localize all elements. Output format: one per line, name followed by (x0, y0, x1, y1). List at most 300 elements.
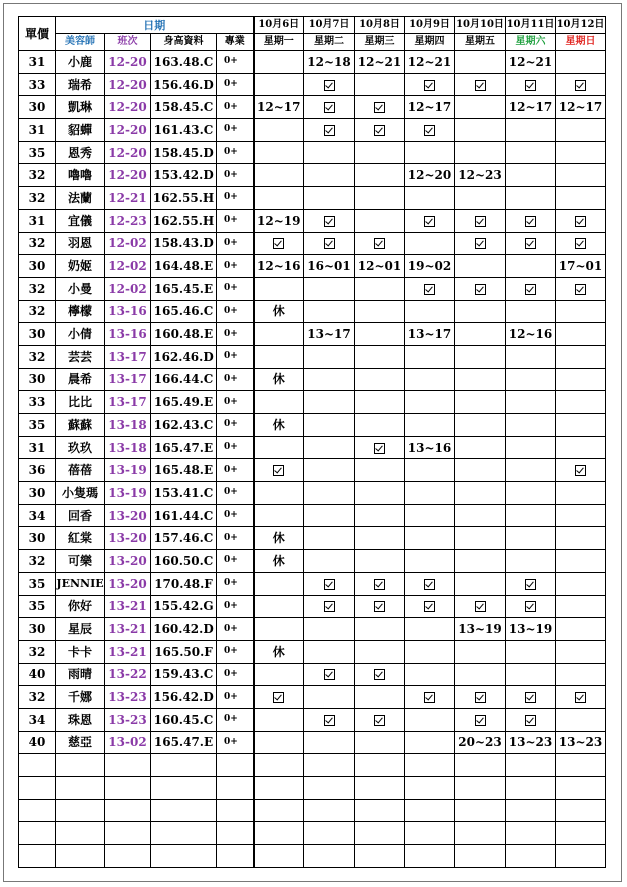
table-row (19, 187, 606, 210)
table-row (19, 300, 606, 323)
checkbox-checked-icon (525, 216, 536, 227)
profile-cell: 160.42.D (151, 618, 217, 641)
price-cell: 32 (19, 300, 56, 323)
checkbox-checked-icon (424, 80, 435, 91)
day-cell-checked (355, 595, 405, 618)
day-cell (556, 323, 606, 346)
empty-cell (506, 777, 556, 800)
blank-row (19, 822, 606, 845)
day-cell (506, 414, 556, 437)
day-cell (355, 300, 405, 323)
day-cell (556, 391, 606, 414)
checkbox-checked-icon (324, 601, 335, 612)
major-cell: 0+ (217, 187, 254, 210)
day-cell (455, 391, 506, 414)
day-cell: 12~17 (556, 96, 606, 119)
empty-cell (556, 777, 606, 800)
day-cell (455, 255, 506, 278)
day-cell (556, 119, 606, 142)
major-cell: 0+ (217, 618, 254, 641)
price-cell: 32 (19, 345, 56, 368)
day-cell: 12~19 (254, 209, 304, 232)
profile-cell: 164.48.E (151, 255, 217, 278)
day-cell-checked (556, 686, 606, 709)
empty-cell (405, 777, 455, 800)
date-header: 10月12日 (556, 17, 606, 34)
day-cell (455, 345, 506, 368)
blank-row (19, 754, 606, 777)
empty-cell (19, 845, 56, 868)
day-cell: 20~23 (455, 731, 506, 754)
day-cell (556, 527, 606, 550)
day-cell (405, 345, 455, 368)
day-cell (355, 187, 405, 210)
major-cell: 0+ (217, 414, 254, 437)
day-cell (254, 572, 304, 595)
profile-cell: 160.48.E (151, 323, 217, 346)
price-cell: 30 (19, 482, 56, 505)
day-cell-checked (556, 232, 606, 255)
day-cell (506, 164, 556, 187)
day-cell-checked (556, 277, 606, 300)
weekday-header: 星期五 (455, 34, 506, 51)
empty-cell (506, 822, 556, 845)
major-cell: 0+ (217, 482, 254, 505)
day-cell (304, 527, 355, 550)
day-cell (304, 436, 355, 459)
checkbox-checked-icon (475, 238, 486, 249)
day-cell (355, 368, 405, 391)
name-cell: 恩秀 (56, 141, 105, 164)
empty-cell (506, 845, 556, 868)
name-cell: 宜儀 (56, 209, 105, 232)
day-cell (506, 640, 556, 663)
day-cell (254, 187, 304, 210)
major-cell: 0+ (217, 164, 254, 187)
day-cell-checked (355, 119, 405, 142)
day-cell (455, 572, 506, 595)
name-cell: 凱琳 (56, 96, 105, 119)
empty-cell (217, 822, 254, 845)
checkbox-checked-icon (525, 284, 536, 295)
day-cell (355, 277, 405, 300)
profile-cell: 161.43.C (151, 119, 217, 142)
checkbox-checked-icon (525, 715, 536, 726)
day-cell (506, 436, 556, 459)
table-row (19, 640, 606, 663)
empty-cell (254, 777, 304, 800)
checkbox-checked-icon (374, 601, 385, 612)
empty-cell (19, 822, 56, 845)
day-cell-checked (506, 209, 556, 232)
day-cell (254, 345, 304, 368)
profile-cell: 161.44.C (151, 504, 217, 527)
day-cell (405, 731, 455, 754)
weekday-header-saturday: 星期六 (506, 34, 556, 51)
price-cell: 30 (19, 323, 56, 346)
checkbox-checked-icon (374, 669, 385, 680)
shift-cell: 12-02 (105, 277, 151, 300)
day-cell: 12~01 (355, 255, 405, 278)
empty-cell (455, 822, 506, 845)
day-cell (355, 209, 405, 232)
table-row (19, 572, 606, 595)
empty-cell (455, 777, 506, 800)
price-cell: 31 (19, 51, 56, 74)
empty-cell (355, 777, 405, 800)
shift-cell: 13-21 (105, 618, 151, 641)
name-cell: 小鹿 (56, 51, 105, 74)
table-row (19, 414, 606, 437)
price-cell: 30 (19, 255, 56, 278)
day-cell (304, 187, 355, 210)
day-cell: 休 (254, 550, 304, 573)
empty-cell (105, 822, 151, 845)
day-cell (304, 482, 355, 505)
day-cell (355, 141, 405, 164)
day-cell-checked (405, 119, 455, 142)
shift-cell: 13-19 (105, 482, 151, 505)
day-cell (556, 550, 606, 573)
shift-cell: 13-18 (105, 436, 151, 459)
name-cell: 晨希 (56, 368, 105, 391)
price-cell: 32 (19, 550, 56, 573)
empty-cell (304, 822, 355, 845)
day-cell-checked (355, 572, 405, 595)
date-header: 10月7日 (304, 17, 355, 34)
checkbox-checked-icon (475, 80, 486, 91)
day-cell (455, 550, 506, 573)
checkbox-checked-icon (475, 601, 486, 612)
empty-cell (19, 799, 56, 822)
checkbox-checked-icon (525, 579, 536, 590)
day-cell (355, 414, 405, 437)
table-row (19, 232, 606, 255)
schedule-table (18, 16, 606, 868)
table-row (19, 663, 606, 686)
price-cell: 30 (19, 96, 56, 119)
empty-cell (355, 799, 405, 822)
day-cell (405, 640, 455, 663)
shift-cell: 13-23 (105, 708, 151, 731)
profile-cell: 165.50.F (151, 640, 217, 663)
price-cell: 30 (19, 368, 56, 391)
day-cell (304, 345, 355, 368)
shift-cell: 12-20 (105, 51, 151, 74)
blank-row (19, 777, 606, 800)
day-cell-checked (405, 277, 455, 300)
blank-row (19, 799, 606, 822)
day-cell (506, 345, 556, 368)
price-cell: 32 (19, 187, 56, 210)
checkbox-checked-icon (575, 284, 586, 295)
profile-cell: 160.45.C (151, 708, 217, 731)
price-cell: 35 (19, 414, 56, 437)
day-cell (455, 482, 506, 505)
day-cell (556, 595, 606, 618)
day-cell (405, 414, 455, 437)
table-row (19, 459, 606, 482)
shift-cell: 13-18 (105, 414, 151, 437)
day-cell (506, 368, 556, 391)
empty-cell (304, 777, 355, 800)
day-cell (405, 618, 455, 641)
checkbox-checked-icon (575, 692, 586, 703)
empty-cell (405, 754, 455, 777)
day-cell (455, 141, 506, 164)
checkbox-checked-icon (475, 715, 486, 726)
day-cell: 12~17 (506, 96, 556, 119)
day-cell-checked (304, 663, 355, 686)
day-cell-checked (405, 73, 455, 96)
day-cell-checked (304, 119, 355, 142)
day-cell (556, 51, 606, 74)
checkbox-checked-icon (525, 692, 536, 703)
name-cell: 比比 (56, 391, 105, 414)
empty-cell (506, 799, 556, 822)
day-cell (355, 391, 405, 414)
empty-cell (151, 799, 217, 822)
day-cell (355, 550, 405, 573)
day-cell (506, 504, 556, 527)
day-cell (405, 141, 455, 164)
day-cell (254, 504, 304, 527)
day-cell (506, 527, 556, 550)
day-cell (254, 708, 304, 731)
day-cell (405, 708, 455, 731)
day-cell (405, 391, 455, 414)
day-cell-checked (506, 277, 556, 300)
profile-cell: 158.45.D (151, 141, 217, 164)
day-cell (455, 663, 506, 686)
day-cell (254, 731, 304, 754)
day-cell (506, 550, 556, 573)
price-cell: 35 (19, 141, 56, 164)
name-cell: 瑞希 (56, 73, 105, 96)
name-cell: 你好 (56, 595, 105, 618)
empty-cell (56, 822, 105, 845)
day-cell: 17~01 (556, 255, 606, 278)
profile-cell: 165.46.C (151, 300, 217, 323)
day-cell (455, 300, 506, 323)
name-cell: 羽恩 (56, 232, 105, 255)
profile-cell: 157.46.C (151, 527, 217, 550)
profile-cell: 165.48.E (151, 459, 217, 482)
weekday-header: 星期二 (304, 34, 355, 51)
checkbox-checked-icon (374, 102, 385, 113)
day-cell-checked (455, 708, 506, 731)
major-cell: 0+ (217, 255, 254, 278)
checkbox-checked-icon (324, 715, 335, 726)
name-cell: 千娜 (56, 686, 105, 709)
day-cell (455, 504, 506, 527)
day-cell-checked (355, 232, 405, 255)
day-cell: 13~23 (506, 731, 556, 754)
name-cell: 貂蟬 (56, 119, 105, 142)
table-row (19, 504, 606, 527)
shift-cell: 13-20 (105, 550, 151, 573)
name-cell: 蘇蘇 (56, 414, 105, 437)
header-row-dates (19, 17, 606, 34)
name-cell: 卡卡 (56, 640, 105, 663)
table-row (19, 209, 606, 232)
price-cell: 40 (19, 731, 56, 754)
empty-cell (455, 754, 506, 777)
table-row (19, 96, 606, 119)
day-cell (556, 482, 606, 505)
major-cell: 0+ (217, 391, 254, 414)
checkbox-checked-icon (273, 238, 284, 249)
checkbox-checked-icon (324, 579, 335, 590)
profile-cell: 165.45.E (151, 277, 217, 300)
day-cell (506, 663, 556, 686)
empty-cell (19, 754, 56, 777)
major-cell: 0+ (217, 731, 254, 754)
day-cell (405, 527, 455, 550)
spreadsheet-page (3, 3, 622, 882)
empty-cell (556, 845, 606, 868)
day-cell-checked (405, 595, 455, 618)
day-cell-checked (455, 232, 506, 255)
day-cell: 19~02 (405, 255, 455, 278)
day-cell-checked (506, 708, 556, 731)
shift-cell: 13-22 (105, 663, 151, 686)
name-cell: 芸芸 (56, 345, 105, 368)
name-cell: 紅棠 (56, 527, 105, 550)
empty-cell (355, 822, 405, 845)
shift-cell: 13-17 (105, 391, 151, 414)
empty-cell (56, 799, 105, 822)
price-cell: 30 (19, 618, 56, 641)
shift-cell: 13-20 (105, 504, 151, 527)
major-cell: 0+ (217, 595, 254, 618)
table-row (19, 391, 606, 414)
day-cell (304, 141, 355, 164)
empty-cell (455, 799, 506, 822)
day-cell (304, 300, 355, 323)
day-cell: 休 (254, 300, 304, 323)
name-cell: 蓓蓓 (56, 459, 105, 482)
major-cell: 0+ (217, 572, 254, 595)
day-cell-checked (355, 708, 405, 731)
day-cell: 12~18 (304, 51, 355, 74)
day-cell-checked (405, 572, 455, 595)
empty-cell (151, 777, 217, 800)
day-cell (506, 300, 556, 323)
major-cell: 0+ (217, 141, 254, 164)
day-cell (304, 640, 355, 663)
day-cell (355, 527, 405, 550)
day-cell (405, 300, 455, 323)
table-row (19, 345, 606, 368)
day-cell (254, 141, 304, 164)
major-cell: 0+ (217, 527, 254, 550)
day-cell (355, 618, 405, 641)
name-cell: 小隻瑪 (56, 482, 105, 505)
table-row (19, 119, 606, 142)
major-cell: 0+ (217, 323, 254, 346)
day-cell: 13~19 (455, 618, 506, 641)
day-cell (355, 73, 405, 96)
price-cell: 34 (19, 708, 56, 731)
day-cell-checked (506, 595, 556, 618)
empty-cell (19, 777, 56, 800)
day-cell (556, 572, 606, 595)
checkbox-checked-icon (424, 125, 435, 136)
checkbox-checked-icon (374, 238, 385, 249)
day-cell (304, 391, 355, 414)
day-cell-checked (304, 73, 355, 96)
table-row (19, 277, 606, 300)
profile-cell: 165.47.E (151, 436, 217, 459)
profile-cell: 158.45.C (151, 96, 217, 119)
profile-cell: 162.55.H (151, 209, 217, 232)
empty-cell (405, 822, 455, 845)
day-cell (556, 708, 606, 731)
day-cell (556, 164, 606, 187)
price-cell: 32 (19, 277, 56, 300)
day-cell (254, 277, 304, 300)
day-cell (405, 187, 455, 210)
major-cell: 0+ (217, 686, 254, 709)
empty-cell (506, 754, 556, 777)
day-cell (506, 141, 556, 164)
header-row-columns (19, 34, 606, 51)
day-cell: 12~23 (455, 164, 506, 187)
profile-cell: 165.47.E (151, 731, 217, 754)
table-row (19, 686, 606, 709)
day-cell (304, 504, 355, 527)
name-cell: 珠恩 (56, 708, 105, 731)
name-cell: 慈亞 (56, 731, 105, 754)
day-cell (254, 164, 304, 187)
day-cell-checked (355, 436, 405, 459)
day-cell-checked (304, 96, 355, 119)
day-cell (254, 391, 304, 414)
day-cell (355, 345, 405, 368)
major-cell: 0+ (217, 119, 254, 142)
shift-cell: 12-21 (105, 187, 151, 210)
day-cell (455, 187, 506, 210)
day-cell: 12~16 (506, 323, 556, 346)
price-cell: 40 (19, 663, 56, 686)
name-cell: 檸檬 (56, 300, 105, 323)
profile-cell: 162.43.C (151, 414, 217, 437)
checkbox-checked-icon (525, 601, 536, 612)
day-cell (355, 482, 405, 505)
checkbox-checked-icon (575, 465, 586, 476)
shift-cell: 12-20 (105, 73, 151, 96)
table-row (19, 550, 606, 573)
empty-cell (556, 754, 606, 777)
shift-cell: 13-20 (105, 572, 151, 595)
day-cell (405, 482, 455, 505)
checkbox-checked-icon (324, 669, 335, 680)
name-cell: 回香 (56, 504, 105, 527)
day-cell (304, 368, 355, 391)
day-cell (556, 300, 606, 323)
shift-cell: 13-21 (105, 595, 151, 618)
profile-cell: 166.44.C (151, 368, 217, 391)
empty-cell (405, 799, 455, 822)
empty-cell (151, 754, 217, 777)
day-cell (304, 731, 355, 754)
weekday-header: 星期四 (405, 34, 455, 51)
price-cell: 33 (19, 73, 56, 96)
table-row (19, 708, 606, 731)
shift-cell: 13-20 (105, 527, 151, 550)
day-cell (556, 414, 606, 437)
